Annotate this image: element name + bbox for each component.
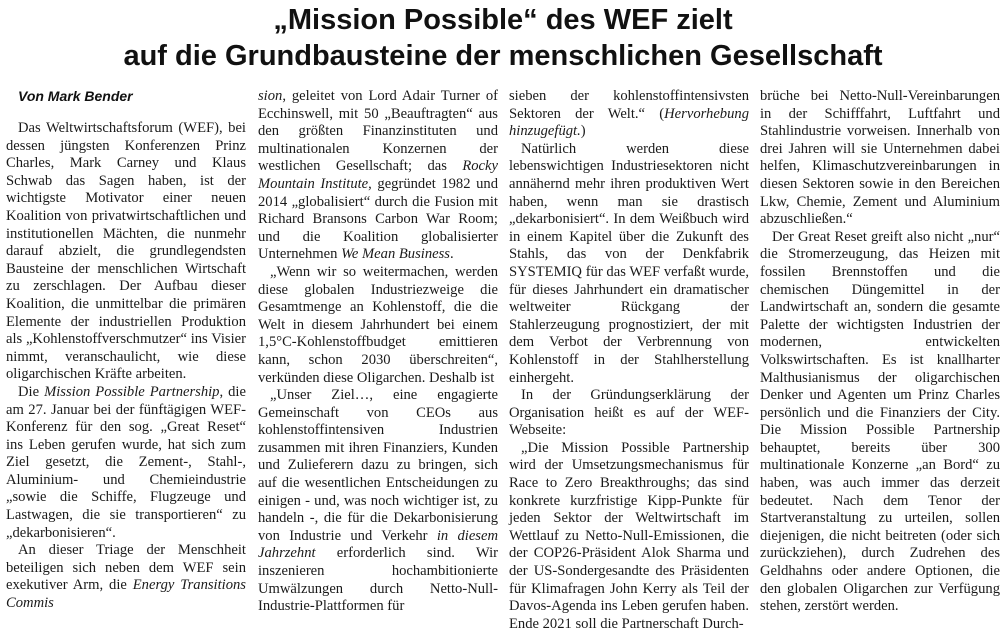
paragraph: „Die Mission Possible Partnership wird der Umsetzungsmechanismus für Race to Zero Breakthroughs; das sind konkrete kurzfristige Kipp-Punkte für jeden Sektor der Weltwirtschaft im Wettlauf zu Netto-Null-Emissionen, die der COP26-Präsident Alok Sharma und der US-Sondergesandte des Präsidenten für Klimafragen John Kerry als Teil der Davos-Agenda ins Leben gerufen haben. Ende 2021 soll die Partnerschaft Durch- xyxy=(509,439,749,632)
paragraph: Der Great Reset greift also nicht „nur“ die Stromerzeugung, das Heizen mit fossilen Brennstoffen und die chemischen Düngemittel in der Landwirtschaft an, sondern die gesamte Palette der wichtigsten Industrien der modernen, entwickelten Volkswirtschaften. Es ist knallharter Malthusianismus der oligarchischen Denker und Agenten um Prinz Charles persönlich und die Finanziers der City. Die Mission Possible Partnership behauptet, bereits über 300 multinationale Konzerne „an Bord“ zu haben, was auch immer das derzeit bedeutet. Nach dem Tenor der Startveranstaltung zu urteilen, sollen diejenigen, die nicht beitreten (oder sich zurückziehen), durch Zudrehen des Geldhahns oder andere Optionen, die den globalen Oligarchen zur Verfügung stehen, zerstört werden. xyxy=(760,228,1000,615)
column-1 xyxy=(6,120,246,612)
paragraph: Natürlich werden diese lebenswichtigen Industriesektoren nicht annähernd mehr ihren produktiven Wert haben, wenn man sie drastisch „dekarbonisiert“. In dem Weißbuch wird in einem Kapitel über die Zukunft des Stahls, das von der Denkfabrik SYSTEMIQ für das WEF verfaßt wurde, für dieses Jahrhundert ein dramatischer weltweiter Rückgang der Stahlerzeugung prognostiziert, der mit dem Verbot der Verbrennung von Kohlenstoff in der Stahlherstellung einhergeht. xyxy=(509,140,749,386)
column-2 xyxy=(258,88,498,615)
paragraph: „Unser Ziel…, eine engagierte Gemeinschaft von CEOs aus kohlenstoffintensiven Industrien zusammen mit ihren Finanziers, Kunden und Zulieferern dazu zu bringen, sich auf die wesentlichen Entscheidungen zu einigen - und, was noch wichtiger ist, zu handeln -, die für die Dekarbonisierung von Industrie und Verkehr in diesem Jahrzehnt erforderlich sind. Wir inszenieren hochambitionierte Umwälzungen durch Netto-Null-Industrie-Plattformen für xyxy=(258,387,498,615)
article-title xyxy=(0,2,1006,74)
paragraph: Das Weltwirtschaftsforum (WEF), bei dessen jüngsten Konferenzen Prinz Charles, Mark Carney und Klaus Schwab das Sagen haben, ist der wichtigste Motivator einer neuen Koalition von privatwirtschaftlichen und institutionellen Mächten, die nunmehr darauf abzielt, die grundlegendsten Bausteine der menschlichen Wirtschaft zu zerschlagen. Der Aufbau dieser Koalition, die unmittelbar die primären Elemente der industriellen Produktion als „Kohlenstoffverschmutzer“ ins Visier nimmt, veranschaulicht, wie diese oligarchischen Kräfte arbeiten. xyxy=(6,120,246,383)
paragraph: Die Mission Possible Partnership, die am 27. Januar bei der fünftägigen WEF-Konferenz für den sog. „Great Reset“ ins Leben gerufen wurde, hat sich zum Ziel gesetzt, die Zement-, Stahl-, Aluminium- und Chemieindustrie „sowie die Schiffe, Flugzeuge und Lastwagen, die sie transportieren“ zu „dekarbonisieren“. xyxy=(6,383,246,541)
title-line-1: „Mission Possible“ des WEF zielt xyxy=(273,4,733,36)
paragraph: sieben der kohlenstoffintensivsten Sektoren der Welt.“ (Hervorhebung hinzugefügt.) xyxy=(509,88,749,140)
paragraph: In der Gründungserklärung der Organisation heißt es auf der WEF-Webseite: xyxy=(509,387,749,439)
column-3 xyxy=(509,88,749,632)
paragraph: brüche bei Netto-Null-Vereinbarungen in der Schifffahrt, Luftfahrt und Stahlindustrie vorweisen. Innerhalb von drei Jahren will sie Unternehmen dabei helfen, Klimaschutzvereinbarungen in diesen Sektoren sowie in den Bereichen Lkw, Chemie, Zement und Aluminium abzuschließen.“ xyxy=(760,88,1000,228)
paragraph: sion, geleitet von Lord Adair Turner of Ecchinswell, mit 50 „Beauftragten“ aus den größten Finanzinstituten und multinationalen Konzernen der westlichen Gesellschaft; das Rocky Mountain Institute, gegründet 1982 und 2014 „globalisiert“ durch die Fusion mit Richard Bransons Carbon War Room; und die Koalition globalisierter Unternehmen We Mean Business. xyxy=(258,88,498,263)
paragraph: An dieser Triage der Menschheit beteiligen sich neben dem WEF sein exekutiver Arm, die Energy Transitions Commis xyxy=(6,542,246,612)
paragraph: „Wenn wir so weitermachen, werden diese globalen Industriezweige die Gesamtmenge an Kohlenstoff, die die Welt in diesem Jahrhundert bei einem 1,5°C-Kohlenstoffbudget emittieren kann, schon 2030 überschreiten“, verkünden diese Oligarchen. Deshalb ist xyxy=(258,263,498,386)
column-4 xyxy=(760,88,1000,615)
title-line-2: auf die Grundbausteine der menschlichen Gesellschaft xyxy=(123,40,883,72)
byline: Von Mark Bender xyxy=(18,88,133,104)
